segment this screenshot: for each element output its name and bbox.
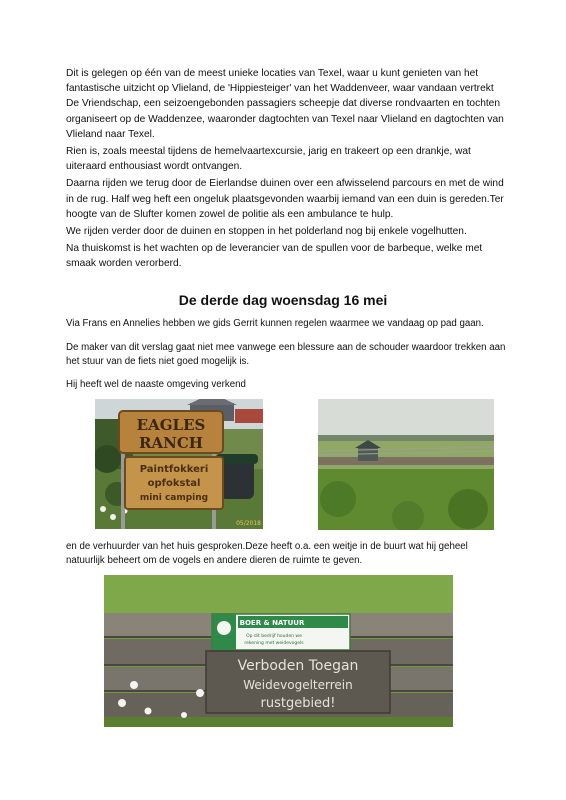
sign-text-opfokstal: opfokstal xyxy=(147,478,201,489)
paragraph-location: Dit is gelegen op één van de meest unieke locaties van Texel, waar u kunt genieten van het fantastische uitzicht op Vlieland, de 'Hippiesteiger' van het Waddenveer, waar vandaan vertrekt De Vriendschap, een seizoengebonden passagiers scheepje dat diverse rondvaarten en tochten organiseert op de Waddenzee, waaronder dagtochten van Texel naar Vlieland en dagtochten van Vlieland naar Texel. xyxy=(66,68,504,140)
scrawl-line-2: Weidevogelterrein xyxy=(243,678,353,692)
sign-title-ranch: RANCH xyxy=(139,434,203,452)
text-guide: Via Frans en Annelies hebben we gids Gerrit kunnen regelen waarmee we vandaag op pad gaan. xyxy=(66,318,484,329)
plaque-subtitle-2: rekening met weidevogels xyxy=(244,641,304,646)
paragraph-barbeque: Na thuiskomst is het wachten op de leverancier van de spullen voor de barbeque, welke met smaak worden verorberd. xyxy=(66,243,483,270)
sign-title-eagles: EAGLES xyxy=(136,416,206,434)
text-surroundings: Hij heeft wel de naaste omgeving verkend xyxy=(66,379,246,390)
photo-eagles-ranch-sign xyxy=(95,399,263,529)
photo-date-stamp: 05/2018 xyxy=(236,520,261,527)
plaque-subtitle-1: Op dit bedrijf houden we xyxy=(246,634,302,639)
text-landlord: en de verhuurder van het huis gesproken.Deze heeft o.a. een weitje in de buurt wat hij geheel natuurlijk beheert om de vogels en andere dieren de ruimte te geven. xyxy=(66,541,468,567)
scrawl-line-1: Verboden Toegan xyxy=(237,658,359,674)
paragraph-birthday: Rien is, zoals meestal tijdens de hemelvaartexcursie, jarig en trakeert op een drankje, wat uiteraard enthousiast wordt ontvangen. xyxy=(66,146,471,173)
photo-meadow-shed xyxy=(318,399,494,530)
section-heading: De derde dag woensdag 16 mei xyxy=(178,292,388,308)
scrawl-line-3: rustgebied! xyxy=(260,696,336,711)
photo-fence-signs xyxy=(104,575,453,727)
sign-text-mini-camping: mini camping xyxy=(139,493,209,503)
paragraph-return-ride: Daarna rijden we terug door de Eierlandse duinen over een afwisselend parcours en met de wind in de rug. Half weg heft een ongeluk plaatsgevonden waarbij iemand van een duin is gereden.Ter hoogte van de Slufter komen zowel de politie als een ambulance te hulp. xyxy=(66,178,504,220)
text-injury: De maker van dit verslag gaat niet mee vanwege een blessure aan de schouder waardoor trekken aan het stuur van de fiets niet goed mogelijk is. xyxy=(66,342,506,368)
sign-text-paintfokkeri: Paintfokkeri xyxy=(139,464,209,475)
plaque-title: BOER & NATUUR xyxy=(239,619,305,627)
intro-text xyxy=(66,66,506,274)
paragraph-bird-hides: We rijden verder door de duinen en stoppen in het polderland nog bij enkele vogelhutten. xyxy=(66,226,467,238)
